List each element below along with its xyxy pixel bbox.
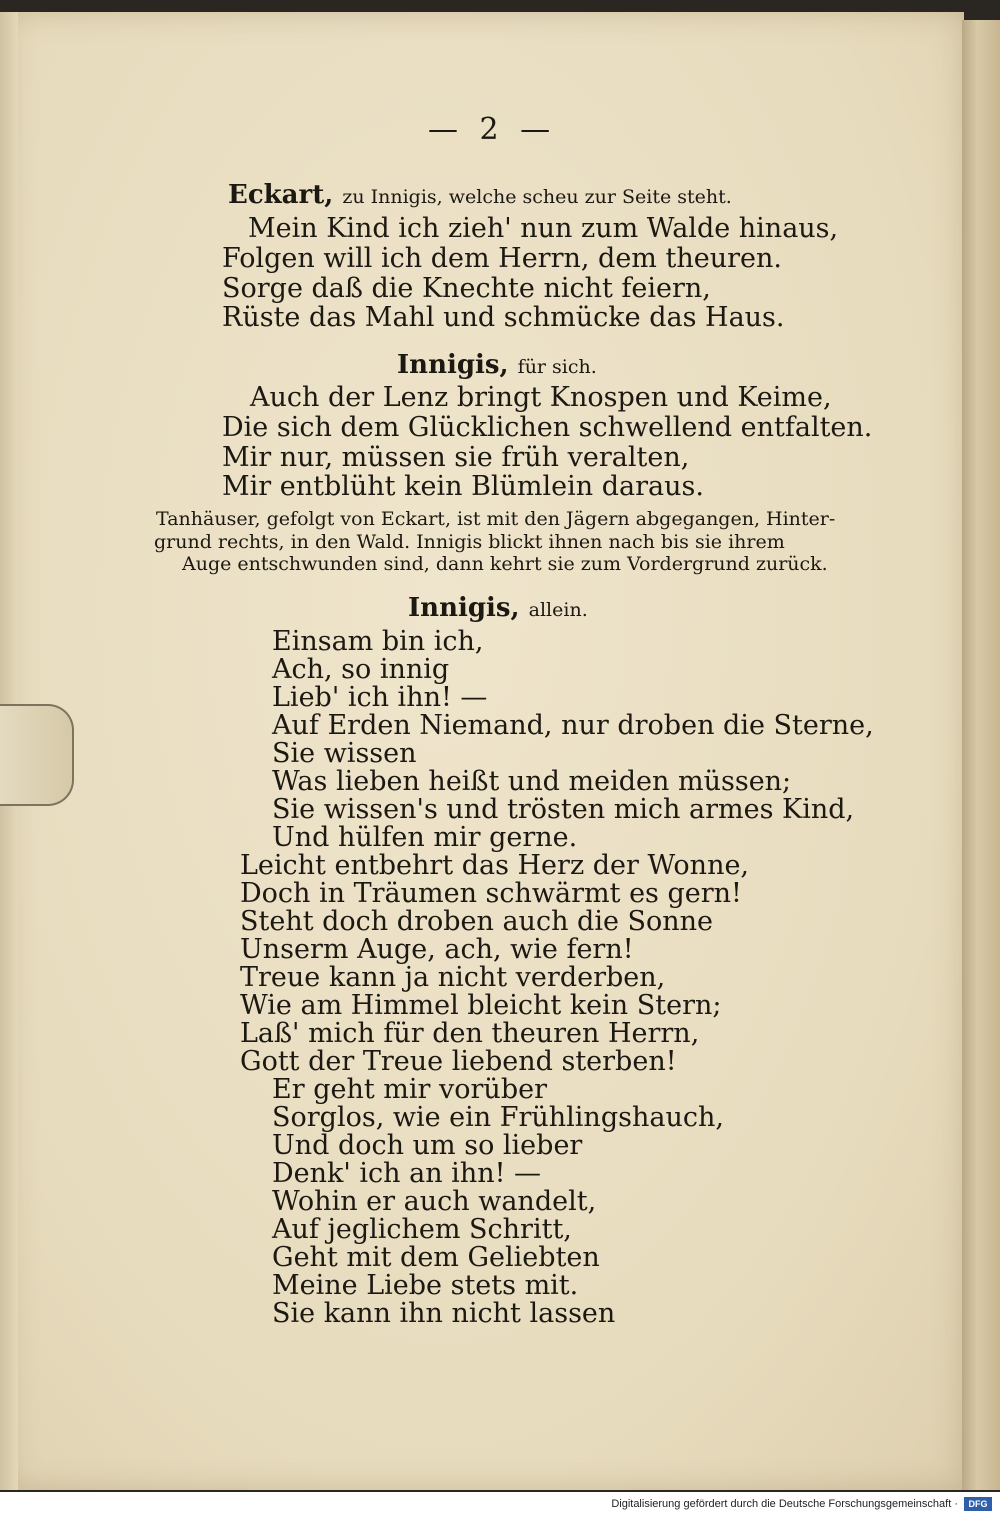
verse-line: Gott der Treue liebend sterben! — [240, 1046, 677, 1077]
digitization-credit: Digitalisierung gefördert durch die Deutsche Forschungsgemeinschaft · — [611, 1498, 958, 1510]
verse-line: Mir nur, müssen sie früh veralten, — [222, 442, 690, 473]
speaker-heading — [408, 593, 588, 623]
verse-line: Wie am Himmel bleicht kein Stern; — [240, 990, 722, 1021]
verse-line: Leicht entbehrt das Herz der Wonne, — [240, 850, 750, 881]
verse-line: Mein Kind ich zieh' nun zum Walde hinaus, — [248, 213, 839, 244]
verse-line: Lieb' ich ihn! — — [272, 682, 488, 713]
verse-line: Auf jeglichem Schritt, — [272, 1214, 572, 1245]
verse-line: Denk' ich an ihn! — — [272, 1158, 542, 1189]
page-tab-marker — [0, 704, 74, 806]
speaker-name: Innigis, — [397, 350, 509, 380]
stage-direction-line: Tanhäuser, gefolgt von Eckart, ist mit den Jägern abgegangen, Hinter- — [156, 508, 836, 530]
verse-line: Folgen will ich dem Herrn, dem theuren. — [222, 243, 782, 274]
verse-line: Mir entblüht kein Blümlein daraus. — [222, 471, 704, 502]
verse-line: Und doch um so lieber — [272, 1130, 583, 1161]
verse-line: Unserm Auge, ach, wie fern! — [240, 934, 634, 965]
verse-line: Auf Erden Niemand, nur droben die Sterne, — [272, 710, 874, 741]
stage-direction-line: Auge entschwunden sind, dann kehrt sie zum Vordergrund zurück. — [182, 553, 828, 575]
stage-direction: allein. — [528, 599, 588, 621]
verse-line: Was lieben heißt und meiden müssen; — [272, 766, 792, 797]
dfg-logo: DFG — [964, 1497, 992, 1511]
verse-line: Treue kann ja nicht verderben, — [240, 962, 666, 993]
verse-line: Rüste das Mahl und schmücke das Haus. — [222, 302, 785, 333]
verse-line: Einsam bin ich, — [272, 626, 484, 657]
verse-line: Geht mit dem Geliebten — [272, 1242, 600, 1273]
verse-line: Meine Liebe stets mit. — [272, 1270, 579, 1301]
speaker-name: Eckart, — [228, 180, 334, 210]
verse-line: Sorglos, wie ein Frühlingshauch, — [272, 1102, 724, 1133]
verse-line: Laß' mich für den theuren Herrn, — [240, 1018, 700, 1049]
verse-line: Ach, so innig — [272, 654, 450, 685]
verse-line: Auch der Lenz bringt Knospen und Keime, — [250, 382, 832, 413]
verse-line: Sie wissen — [272, 738, 417, 769]
speaker-heading — [397, 350, 597, 380]
verse-line: Sie wissen's und trösten mich armes Kind, — [272, 794, 855, 825]
stage-direction: für sich. — [517, 356, 597, 378]
verse-line: Wohin er auch wandelt, — [272, 1186, 597, 1217]
stage-direction: zu Innigis, welche scheu zur Seite steht. — [342, 186, 732, 208]
stage-direction-line: grund rechts, in den Wald. Innigis blickt ihnen nach bis sie ihrem — [154, 531, 785, 553]
right-page-edge — [962, 20, 1000, 1490]
page-number: — 2 — — [428, 112, 557, 147]
verse-line: Die sich dem Glücklichen schwellend entfalten. — [222, 412, 873, 443]
speaker-heading — [228, 180, 732, 210]
verse-line: Und hülfen mir gerne. — [272, 822, 578, 853]
verse-line: Sorge daß die Knechte nicht feiern, — [222, 273, 711, 304]
verse-line: Steht doch droben auch die Sonne — [240, 906, 714, 937]
verse-line: Doch in Träumen schwärmt es gern! — [240, 878, 742, 909]
verse-line: Er geht mir vorüber — [272, 1074, 547, 1105]
verse-line: Sie kann ihn nicht lassen — [272, 1298, 616, 1329]
speaker-name: Innigis, — [408, 593, 520, 623]
